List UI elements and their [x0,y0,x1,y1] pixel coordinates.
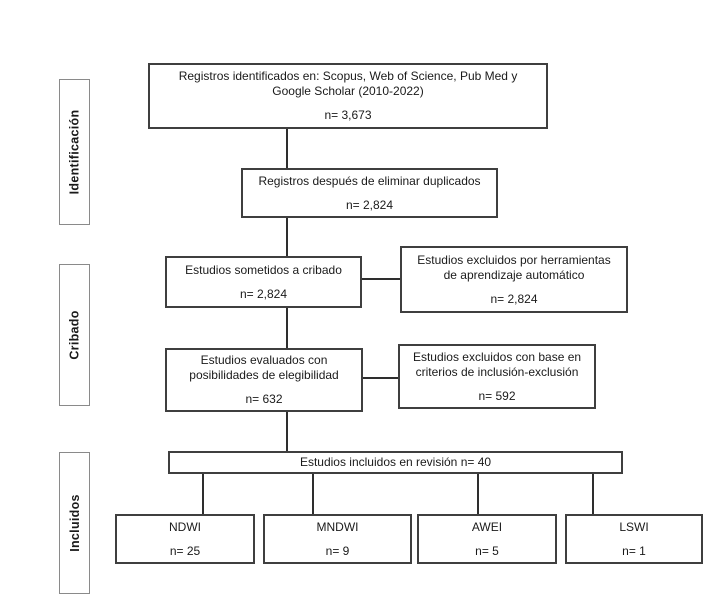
box-registros-sin-duplicados [241,168,498,218]
box-excluidos-criterios-count: n= 592 [478,388,516,403]
box-excluidos-aprendizaje-automatico-line2: de aprendizaje automático [443,267,585,282]
connector-included-to-lswi [592,474,594,514]
connector-included-to-awei [477,474,479,514]
box-mndwi-count: n= 9 [325,543,350,558]
stage-label-identificacion-text: Identificación [67,109,82,195]
box-ndwi-label: NDWI [169,519,201,534]
connector-included-to-ndwi [202,474,204,514]
box-mndwi [263,514,412,564]
box-registros-identificados-line1: Registros identificados en: Scopus, Web of Science, Pub Med y [178,69,518,83]
box-registros-identificados-line2: Google Scholar (2010-2022) [272,84,424,98]
box-excluidos-aprendizaje-automatico [400,246,628,313]
box-excluidos-aprendizaje-automatico-count: n= 2,824 [490,291,538,306]
box-lswi-label: LSWI [619,519,649,534]
box-excluidos-criterios-line2: criterios de inclusión-exclusión [415,364,579,379]
box-ndwi-count: n= 25 [169,543,201,558]
box-incluidos-revision [168,451,623,474]
connector-screened-to-excluded-auto [362,278,400,280]
box-registros-sin-duplicados-count: n= 2,824 [345,197,394,212]
box-lswi [565,514,703,564]
box-estudios-elegibilidad-line1: Estudios evaluados con [200,353,328,367]
box-registros-identificados [148,63,548,129]
box-ndwi [115,514,255,564]
box-awei-label: AWEI [471,519,503,534]
box-estudios-cribado [165,256,362,308]
box-incluidos-revision-line1: Estudios incluidos en revisión n= 40 [299,455,492,469]
stage-label-cribado [59,264,90,406]
stage-label-incluidos [59,452,90,594]
box-awei-count: n= 5 [475,543,499,558]
connector-included-to-mndwi [312,474,314,514]
connector-identified-to-deduplicated [286,129,288,168]
stage-label-cribado-text: Cribado [67,310,82,360]
box-mndwi-label: MNDWI [316,519,359,534]
box-estudios-cribado-count: n= 2,824 [239,286,288,301]
box-excluidos-aprendizaje-automatico-line1: Estudios excluidos por herramientas [417,252,611,267]
box-estudios-elegibilidad-line2: posibilidades de elegibilidad [189,368,339,382]
box-registros-sin-duplicados-line1: Registros después de eliminar duplicados [258,173,481,188]
stage-label-incluidos-text: Incluidos [67,494,82,552]
connector-eligibility-to-included [286,412,288,451]
stage-label-identificacion [59,79,90,225]
box-lswi-count: n= 1 [622,543,646,558]
box-estudios-elegibilidad [165,348,363,412]
connector-screened-to-eligibility [286,308,288,348]
box-excluidos-criterios [398,344,596,409]
box-awei [417,514,557,564]
box-registros-identificados-count: n= 3,673 [324,108,372,122]
box-excluidos-criterios-line1: Estudios excluidos con base en [412,349,582,364]
box-estudios-cribado-line1: Estudios sometidos a cribado [185,262,342,277]
connector-eligibility-to-excluded-criteria [363,377,398,379]
connector-deduplicated-to-screened [286,218,288,256]
box-estudios-elegibilidad-count: n= 632 [245,392,283,406]
